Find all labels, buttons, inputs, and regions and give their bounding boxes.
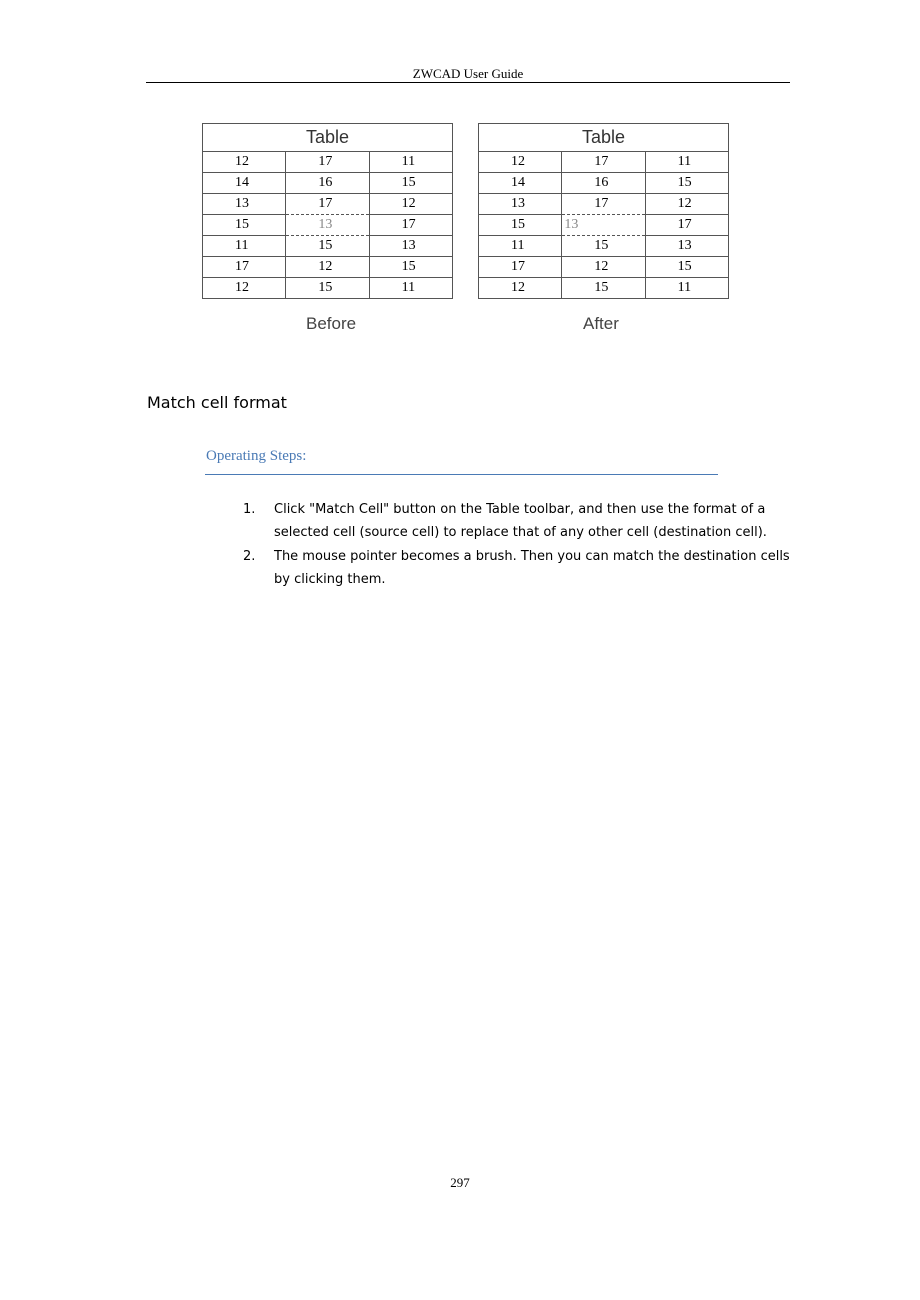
table-row — [479, 215, 729, 236]
table-row — [479, 173, 729, 194]
table-cell: 13 — [203, 194, 286, 215]
table-cell: 14 — [203, 173, 286, 194]
table-row — [203, 194, 453, 215]
table-row — [203, 236, 453, 257]
step-number: 2. — [243, 549, 256, 564]
table-cell: 11 — [645, 278, 728, 299]
table-row — [203, 173, 453, 194]
table-cell: 17 — [645, 215, 728, 236]
table-cell: 17 — [562, 194, 645, 215]
table-row — [203, 152, 453, 173]
table-cell: 17 — [286, 152, 369, 173]
matched-cell: 13 — [562, 215, 645, 236]
table-row — [479, 257, 729, 278]
table-title: Table — [479, 124, 729, 152]
selected-cell: 13 — [286, 215, 369, 236]
section-heading: Match cell format — [147, 393, 287, 412]
before-table — [202, 123, 453, 299]
table-cell: 17 — [369, 215, 452, 236]
table-cell: 15 — [562, 278, 645, 299]
table-row — [479, 194, 729, 215]
table-cell: 11 — [645, 152, 728, 173]
step-text: Click "Match Cell" button on the Table toolbar, and then use the format of a selected cell (source cell) to replace that of any other cell (destination cell). — [274, 502, 767, 540]
table-cell: 15 — [286, 236, 369, 257]
table-cell: 13 — [645, 236, 728, 257]
figure-before — [202, 123, 453, 299]
caption-before: Before — [306, 314, 357, 333]
table-cell: 15 — [479, 215, 562, 236]
table-row — [479, 152, 729, 173]
caption-after: After — [583, 314, 619, 333]
list-item — [243, 498, 791, 544]
table-cell: 12 — [562, 257, 645, 278]
figure-after — [478, 123, 729, 299]
table-cell: 17 — [562, 152, 645, 173]
header-rule — [146, 82, 790, 83]
table-cell: 17 — [203, 257, 286, 278]
table-cell: 17 — [479, 257, 562, 278]
table-cell: 17 — [286, 194, 369, 215]
table-cell: 12 — [203, 152, 286, 173]
table-cell: 16 — [562, 173, 645, 194]
table-cell: 12 — [645, 194, 728, 215]
table-cell: 14 — [479, 173, 562, 194]
table-title: Table — [203, 124, 453, 152]
steps-list — [243, 498, 791, 592]
table-cell: 12 — [479, 278, 562, 299]
table-cell: 13 — [369, 236, 452, 257]
running-header: ZWCAD User Guide — [412, 66, 524, 81]
table-cell: 12 — [203, 278, 286, 299]
table-cell: 11 — [369, 278, 452, 299]
table-cell: 11 — [369, 152, 452, 173]
table-row — [203, 257, 453, 278]
table-row — [479, 236, 729, 257]
table-cell: 15 — [562, 236, 645, 257]
table-row — [203, 278, 453, 299]
table-cell: 16 — [286, 173, 369, 194]
table-cell: 11 — [479, 236, 562, 257]
table-row — [203, 215, 453, 236]
table-cell: 12 — [286, 257, 369, 278]
table-cell: 12 — [479, 152, 562, 173]
table-cell: 15 — [286, 278, 369, 299]
table-cell: 15 — [203, 215, 286, 236]
table-cell: 15 — [369, 257, 452, 278]
table-cell: 13 — [479, 194, 562, 215]
table-cell: 15 — [645, 173, 728, 194]
table-cell: 11 — [203, 236, 286, 257]
table-cell: 12 — [369, 194, 452, 215]
operating-steps-rule — [205, 474, 718, 475]
step-number: 1. — [243, 502, 256, 517]
page-number: 297 — [450, 1175, 470, 1190]
after-table — [478, 123, 729, 299]
table-row — [479, 278, 729, 299]
step-text: The mouse pointer becomes a brush. Then you can match the destination cells by clicking them. — [274, 549, 790, 587]
table-cell: 15 — [369, 173, 452, 194]
list-item — [243, 545, 791, 591]
operating-steps-title: Operating Steps: — [206, 448, 307, 464]
table-cell: 15 — [645, 257, 728, 278]
